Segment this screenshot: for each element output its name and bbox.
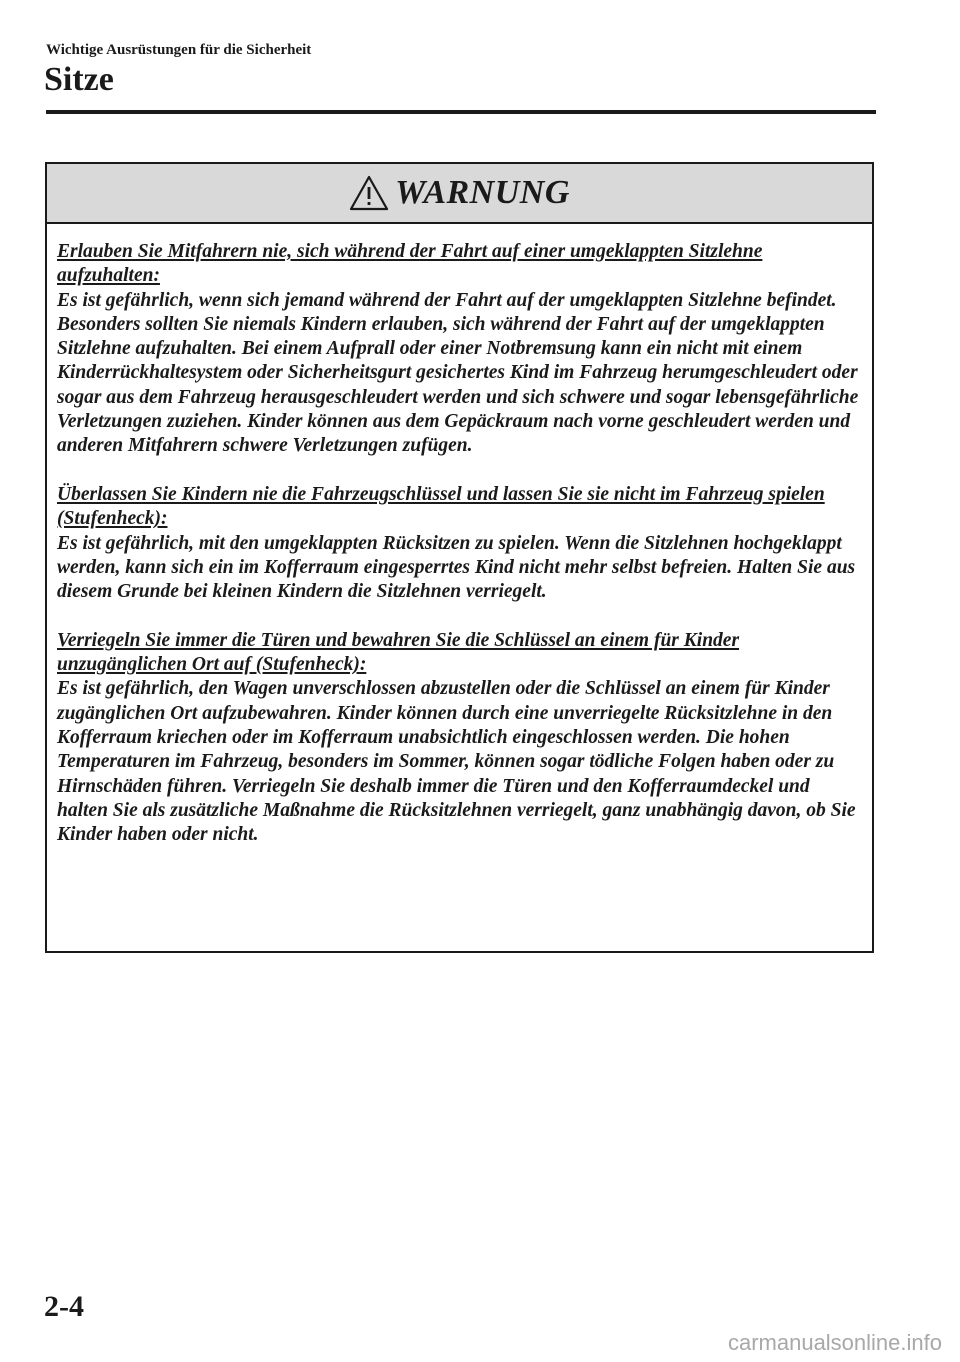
title-divider (46, 110, 876, 114)
page-number: 2-4 (44, 1290, 84, 1323)
watermark: carmanualsonline.info (727, 1330, 942, 1355)
warning-block (57, 629, 863, 848)
warning-block-heading: Verriegeln Sie immer die Türen und bewahren Sie die Schlüssel an einem für Kinder unzugänglichen Ort auf (Stufenheck): (57, 629, 740, 676)
warning-title: WARNUNG (395, 174, 570, 211)
warning-block (57, 483, 863, 604)
warning-body (47, 224, 872, 847)
warning-triangle-icon (349, 175, 389, 211)
warning-block-text: Es ist gefährlich, den Wagen unverschlossen abzustellen oder die Schlüssel an einem für Kinder zugänglichen Ort aufzubewahren. Kinder können durch eine unverriegelte Rücksitzlehne in den Kofferraum kriechen oder im Kofferraum unabsichtlich eingeschlossen werden. Die hohen Temperaturen im Fahrzeug, besonders im Sommer, können sogar tödliche Folgen haben oder zu Hirnschäden führen. Verriegeln Sie deshalb immer die Türen und den Kofferraumdeckel und halten Sie als zusätzliche Maßnahme die Rücksitzlehnen verriegelt, ganz unabhängig davon, ob Sie Kinder haben oder nicht. (57, 678, 856, 846)
section-label: Wichtige Ausrüstungen für die Sicherheit (46, 42, 312, 58)
warning-header (47, 164, 872, 224)
warning-block-text: Es ist gefährlich, mit den umgeklappten Rücksitzen zu spielen. Wenn die Sitzlehnen hochgeklappt werden, kann sich ein im Kofferraum eingesperrtes Kind nicht mehr selbst befreien. Halten Sie aus diesem Grunde bei kleinen Kindern die Sitzlehnen verriegelt. (57, 532, 856, 603)
warning-block-heading: Erlauben Sie Mitfahrern nie, sich während der Fahrt auf einer umgeklappten Sitzlehne aufzuhalten: (57, 241, 763, 287)
warning-block-heading: Überlassen Sie Kindern nie die Fahrzeugschlüssel und lassen Sie sie nicht im Fahrzeug spielen (Stufenheck): (57, 483, 825, 530)
page-title: Sitze (44, 61, 114, 98)
warning-box (45, 162, 874, 953)
warning-block-text: Es ist gefährlich, wenn sich jemand während der Fahrt auf der umgeklappten Sitzlehne befindet. Besonders sollten Sie niemals Kindern erlauben, sich während der Fahrt auf der umgeklappten Sitzlehne aufzuhalten. Bei einem Aufprall oder einer Notbremsung kann ein nicht mit einem Kinderrückhaltesystem oder Sicherheitsgurt gesichertes Kind im Fahrzeug herumgeschleudert oder sogar aus dem Fahrzeug herausgeschleudert werden und sich schwere und sogar lebensgefährliche Verletzungen zuziehen. Kinder können aus dem Gepäckraum nach vorne geschleudert werden und anderen Mitfahrern schwere Verletzungen zufügen. (57, 289, 859, 457)
warning-block (57, 240, 863, 459)
